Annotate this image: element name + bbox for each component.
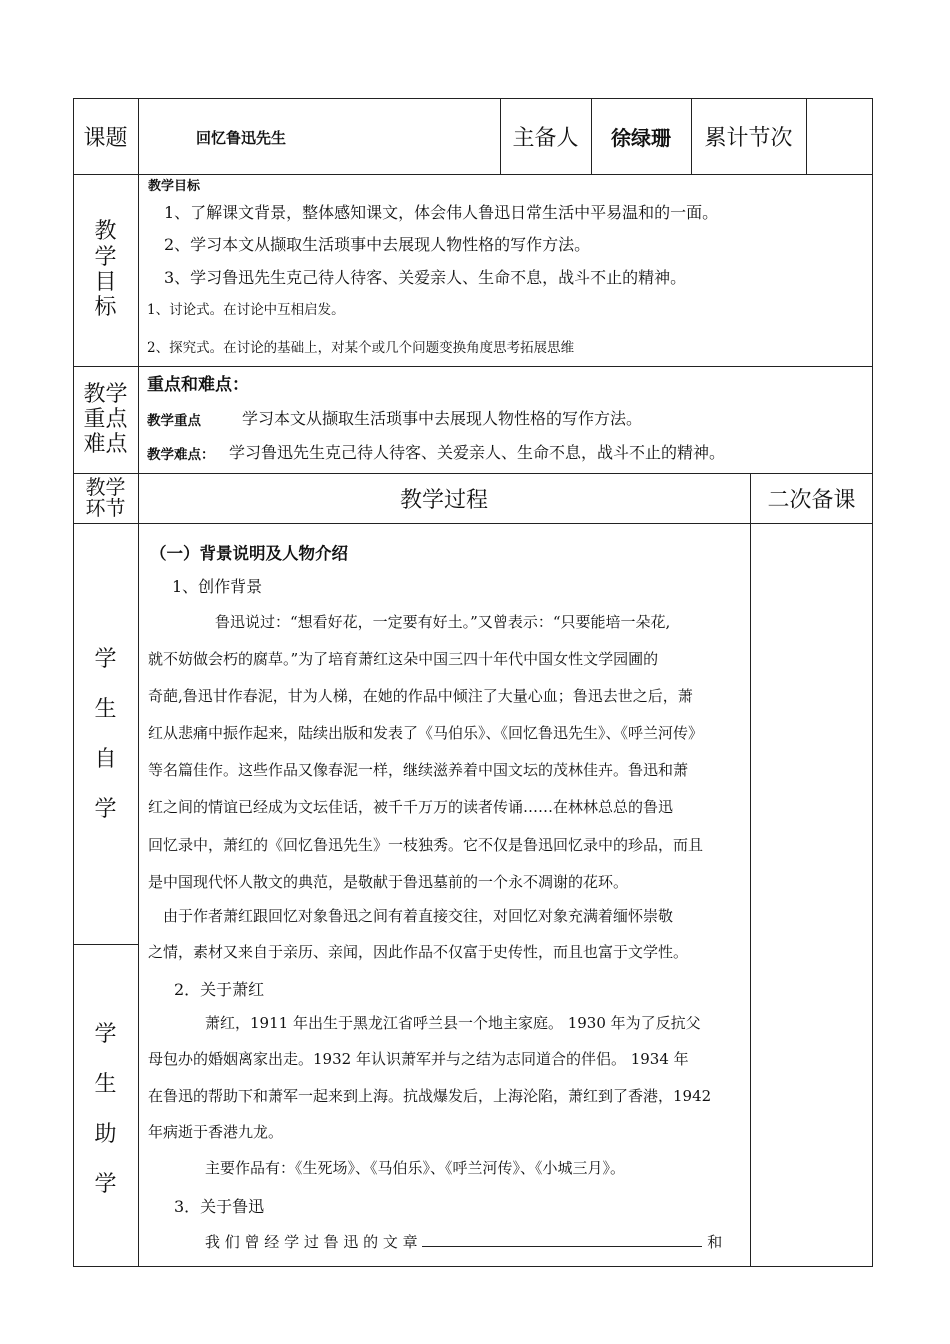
para1-line: 红从悲痛中振作起来，陆续出版和发表了《马伯乐》、《回忆鲁迅先生》、《呼兰河传》 [148,724,704,742]
process-side-line: 教学 [85,475,126,499]
difficulty-text: 学习鲁迅先生克己待人待客、关爱亲人、生命不息，战斗不止的精神。 [229,443,726,462]
difficulty-label: 教学难点： [147,447,215,463]
objectives-heading: 教学目标 [148,179,201,194]
para1-line: 鲁迅说过：“想看好花，一定要有好土。”又曾表示：“只要能培一朵花, [215,613,671,631]
self-study-label [73,640,138,830]
second-prep-heading: 二次备课 [767,487,856,513]
answer-blank-1[interactable] [422,1232,517,1247]
cumulative-count-label: 累计节次 [704,125,793,151]
para1-line: 等名篇佳作。这些作品又像春泥一样，继续滋养着中国文坛的茂林佳卉。鲁迅和萧 [148,761,689,779]
para1-line: 回忆录中，萧红的《回忆鲁迅先生》一枝独秀。它不仅是鲁迅回忆录中的珍品，而且 [148,836,704,854]
para3-line: 母包办的婚姻离家出走。1932 年认识萧军并与之结为志同道合的伴侣。 1934 年 [148,1050,689,1068]
self-study-char: 自 [94,747,117,772]
para1-line: 奇葩,鲁迅甘作春泥，甘为人梯，在她的作品中倾注了大量心血；鲁迅去世之后，萧 [148,687,693,705]
fill-in-prefix: 我 们 曾 经 学 过 鲁 迅 的 文 章 [205,1233,418,1251]
objective-item: 3、学习鲁迅先生克己待人待客、关爱亲人、生命不息，战斗不止的精神。 [164,268,687,287]
self-study-char: 学 [94,647,117,672]
subheading-background: 1、创作背景 [172,577,263,596]
process-side-line: 环节 [85,496,126,520]
para1-line: 红之间的情谊已经成为文坛佳话，被千千万万的读者传诵……在林林总总的鲁迅 [148,798,674,816]
focus-label: 教学重点 [147,413,201,429]
objectives-side-char: 学 [94,244,117,270]
keypoints-side-label [73,366,138,473]
preparer-name: 徐绿珊 [611,125,671,150]
para3-line: 在鲁迅的帮助下和萧军一起来到上海。抗战爆发后，上海沦陷，萧红到了香港，1942 [148,1087,712,1105]
method-item: 2、探究式。在讨论的基础上，对某个或几个问题变换角度思考拓展思维 [147,340,575,356]
col-divider-count-label [806,98,807,174]
focus-text: 学习本文从撷取生活琐事中去展现人物性格的写作方法。 [242,409,643,428]
para3-line: 萧红，1911 年出生于黑龙江省呼兰县一个地主家庭。 1930 年为了反抗父 [205,1014,701,1032]
row-divider-process-header [73,523,873,524]
objective-item: 1、了解课文背景，整体感知课文，体会伟人鲁迅日常生活中平易温和的一面。 [164,203,719,222]
self-study-char: 生 [94,697,117,722]
preparer-label: 主备人 [512,125,579,151]
keypoints-side-line: 重点 [83,406,128,432]
col-divider-left [138,98,139,1267]
para2-line: 由于作者萧红跟回忆对象鲁迅之间有着直接交往，对回忆对象充满着缅怀崇敬 [163,907,674,925]
assisted-study-label [73,1010,138,1210]
objectives-side-char: 教 [94,219,117,245]
para3-line: 年病逝于香港九龙。 [148,1123,284,1141]
para1-line: 就不妨做会朽的腐草。”为了培育萧红这朵中国三四十年代中国女性文学园圃的 [148,650,659,668]
ke-ti-label: 课题 [83,125,128,151]
row-divider-self-study [73,944,138,945]
method-item: 1、讨论式。在讨论中互相启发。 [147,302,345,318]
keypoints-heading: 重点和难点： [147,375,249,395]
keypoints-side-line: 教学 [83,381,128,407]
process-side-label [73,473,138,523]
objectives-side-char: 标 [94,295,117,321]
fill-in-line [205,1231,722,1252]
section-title: （一）背景说明及人物介绍 [150,544,348,563]
row-divider-objectives [73,366,873,367]
assisted-study-char: 学 [94,1172,117,1197]
assisted-study-char: 生 [94,1072,117,1097]
process-heading: 教学过程 [399,487,488,513]
objectives-side-label [73,174,138,366]
fill-in-suffix: 和 [707,1233,723,1251]
assisted-study-char: 学 [94,1022,117,1047]
objectives-side-char: 目 [94,270,117,295]
para1-line: 是中国现代怀人散文的典范，是敬献于鲁迅墓前的一个永不凋谢的花环。 [148,873,629,891]
objective-item: 2、学习本文从撷取生活琐事中去展现人物性格的写作方法。 [164,235,591,254]
major-works: 主要作品有：《生死场》、《马伯乐》、《呼兰河传》、《小城三月》。 [205,1159,626,1177]
subheading-luxun: 3．关于鲁迅 [174,1197,265,1216]
col-divider-second-prep [750,473,751,1267]
lesson-title: 回忆鲁迅先生 [196,129,287,147]
self-study-char: 学 [94,797,117,822]
keypoints-side-line: 难点 [83,432,128,458]
subheading-xiaohong: 2．关于萧红 [174,980,265,999]
answer-blank-2[interactable] [517,1232,702,1247]
para2-line: 之情，素材又来自于亲历、亲闻，因此作品不仅富于史传性，而且也富于文学性。 [148,943,689,961]
assisted-study-char: 助 [94,1122,117,1147]
